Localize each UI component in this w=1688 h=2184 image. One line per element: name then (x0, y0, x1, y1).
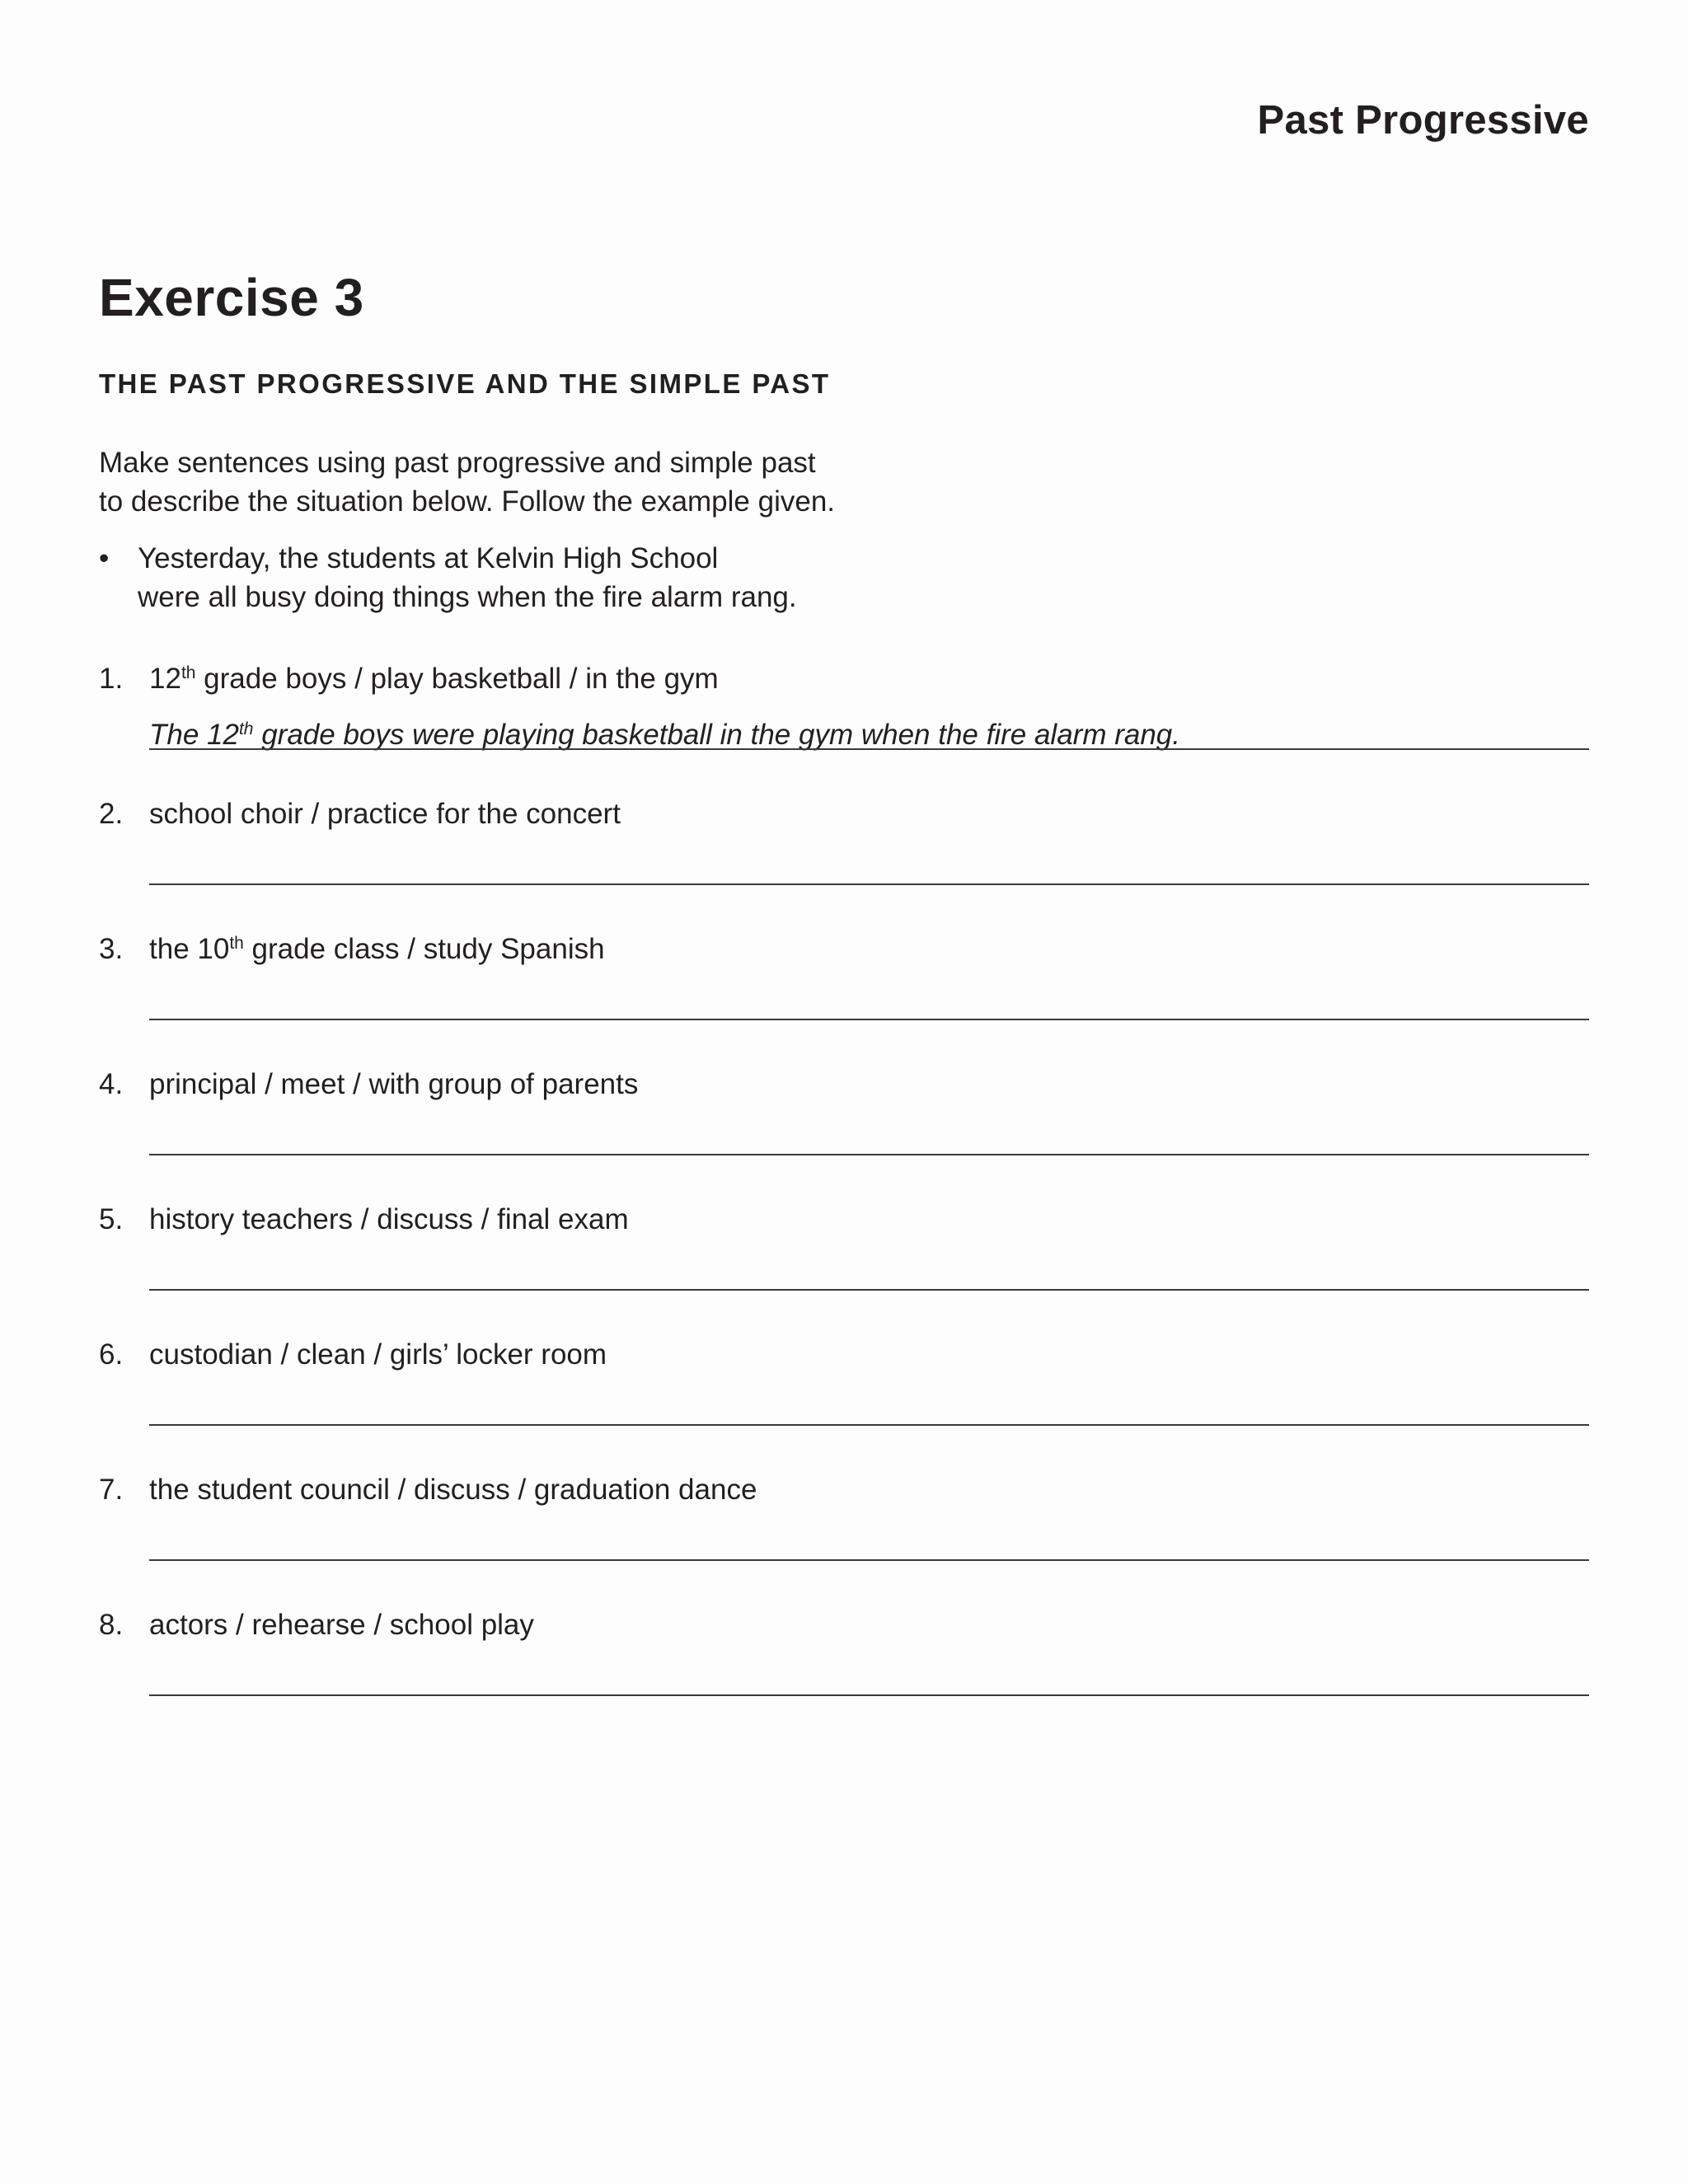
answer-text: grade boys were playing basketball in the gym when the fire alarm rang. (253, 719, 1180, 751)
answer-line (149, 748, 1589, 750)
item-number: 1. (99, 663, 124, 695)
answer-text: The 12 (149, 719, 239, 751)
exercise-item-3 (99, 930, 1589, 1065)
page-header-title: Past Progressive (1257, 98, 1589, 143)
ordinal-suffix: th (181, 663, 196, 682)
answer-line[interactable] (149, 1019, 1589, 1020)
exercise-item-7 (99, 1470, 1589, 1605)
instructions (99, 443, 1589, 521)
prompt-text: the 10 (149, 933, 230, 965)
exercise-item-6 (99, 1335, 1589, 1470)
prompt-text: grade class / study Spanish (243, 933, 605, 965)
prompt-text: 12 (149, 663, 181, 695)
item-number: 4. (99, 1068, 124, 1100)
answer-line[interactable] (149, 1289, 1589, 1291)
answer-line[interactable] (149, 1154, 1589, 1155)
exercise-item-1 (99, 659, 1589, 794)
answer-line[interactable] (149, 1424, 1589, 1426)
exercise-item-2 (99, 794, 1589, 930)
item-number: 6. (99, 1338, 124, 1371)
item-number: 2. (99, 798, 124, 830)
context-line-1: Yesterday, the students at Kelvin High School (138, 542, 719, 574)
bullet-icon: • (99, 542, 110, 574)
instructions-line-2: to describe the situation below. Follow the example given. (99, 485, 836, 518)
item-number: 7. (99, 1474, 124, 1506)
context-line-2: were all busy doing things when the fire alarm rang. (138, 581, 797, 613)
item-prompt: custodian / clean / girls’ locker room (149, 1338, 607, 1371)
item-prompt: school choir / practice for the concert (149, 798, 621, 830)
ordinal-suffix: th (238, 719, 254, 738)
item-number: 3. (99, 933, 124, 965)
item-prompt (149, 930, 605, 968)
context-text (138, 539, 797, 616)
exercise-item-4 (99, 1065, 1589, 1200)
prompt-text: grade boys / play basketball / in the gym (195, 663, 719, 695)
item-prompt: the student council / discuss / graduation dance (149, 1474, 757, 1506)
context-bullet-item (99, 539, 1589, 616)
exercise-subtitle: THE PAST PROGRESSIVE AND THE SIMPLE PAST (99, 368, 831, 399)
item-prompt: history teachers / discuss / final exam (149, 1203, 629, 1235)
exercise-item-8 (99, 1605, 1589, 1741)
item-prompt: principal / meet / with group of parents (149, 1068, 639, 1100)
item-number: 8. (99, 1609, 124, 1641)
exercise-items (99, 659, 1589, 1741)
ordinal-suffix: th (229, 934, 244, 953)
answer-line[interactable] (149, 1559, 1589, 1561)
exercise-item-5 (99, 1200, 1589, 1335)
answer-line[interactable] (149, 883, 1589, 885)
item-number: 5. (99, 1203, 124, 1235)
exercise-title: Exercise 3 (99, 268, 364, 327)
exercise-content (99, 265, 1589, 1741)
item-prompt (149, 659, 719, 698)
answer-line[interactable] (149, 1694, 1589, 1696)
item-prompt: actors / rehearse / school play (149, 1609, 534, 1641)
instructions-line-1: Make sentences using past progressive and simple past (99, 447, 816, 479)
